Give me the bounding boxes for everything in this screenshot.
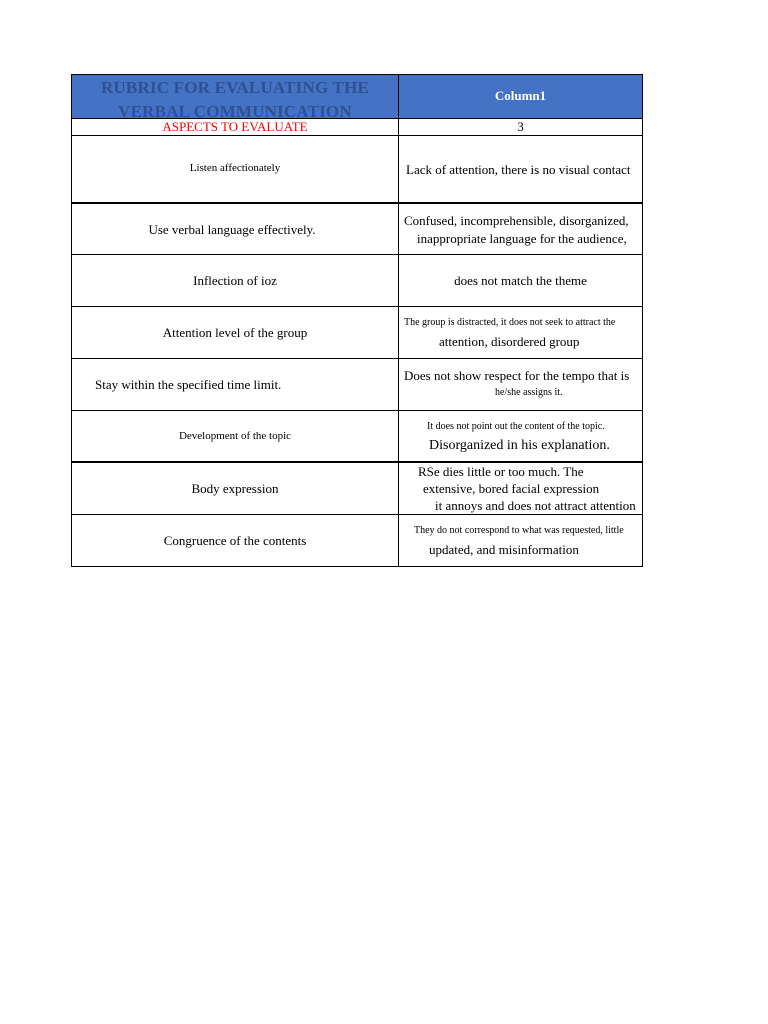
aspect-label: Attention level of the group: [162, 325, 308, 340]
aspect-label: Congruence of the contents: [163, 533, 307, 548]
column-header-cell: [399, 75, 643, 119]
description-line: updated, and misinformation: [429, 542, 579, 557]
description-line: extensive, bored facial expression: [423, 481, 600, 496]
description-cell: [399, 515, 643, 567]
description-cell: [399, 307, 643, 359]
aspect-label: Inflection of ioz: [193, 273, 277, 288]
description-line: It does not point out the content of the topic.: [427, 421, 605, 432]
aspects-header: ASPECTS TO EVALUATE: [72, 119, 399, 136]
table-row: [72, 136, 643, 203]
table-header-row: [72, 75, 643, 119]
table-row: [72, 255, 643, 307]
description-line: he/she assigns it.: [495, 387, 563, 398]
aspect-cell: [72, 411, 399, 463]
description-line: Confused, incomprehensible, disorganized,: [404, 213, 629, 228]
column-header-label: Column1: [494, 88, 547, 103]
table-row: [72, 463, 643, 515]
aspect-cell: [72, 203, 399, 255]
description-line: does not match the theme: [454, 273, 587, 288]
score-header: 3: [399, 119, 643, 136]
aspect-cell: [72, 359, 399, 411]
description-line: Disorganized in his explanation.: [429, 438, 610, 453]
aspect-cell: [72, 255, 399, 307]
table-row: [72, 359, 643, 411]
aspect-cell: [72, 515, 399, 567]
table-row: [72, 411, 643, 463]
rubric-title-cell: [72, 75, 399, 119]
aspect-label: Stay within the specified time limit.: [95, 377, 282, 392]
rubric-table: [71, 74, 643, 567]
description-cell: [399, 411, 643, 463]
description-line: The group is distracted, it does not seek to attract the: [404, 317, 616, 328]
aspect-label: Development of the topic: [178, 430, 292, 442]
description-cell: [399, 255, 643, 307]
aspect-label: Use verbal language effectively.: [148, 222, 316, 237]
aspect-label: Listen affectionately: [189, 162, 281, 174]
description-line: inappropriate language for the audience,: [417, 231, 627, 246]
description-cell: [399, 203, 643, 255]
rubric-title-line-1: RUBRIC FOR EVALUATING THE: [100, 78, 370, 97]
aspect-cell: [72, 463, 399, 515]
table-row: [72, 203, 643, 255]
description-cell: [399, 136, 643, 203]
rubric-title: [72, 76, 398, 124]
description-line: it annoys and does not attract attention: [435, 498, 636, 513]
table-row: [72, 307, 643, 359]
description-line: attention, disordered group: [439, 334, 580, 349]
aspect-cell: [72, 136, 399, 203]
description-line: Does not show respect for the tempo that is: [404, 368, 630, 383]
description-cell: [399, 359, 643, 411]
description-line: Lack of attention, there is no visual contact: [406, 162, 631, 177]
table-subheader-row: [72, 119, 643, 136]
aspect-label: Body expression: [191, 481, 279, 496]
aspect-cell: [72, 307, 399, 359]
description-line: RSe dies little or too much. The: [418, 464, 584, 479]
description-line: They do not correspond to what was requested, little: [414, 525, 624, 536]
description-cell: [399, 463, 643, 515]
table-row: [72, 515, 643, 567]
rubric-title-line-2: VERBAL COMMUNICATION: [118, 102, 352, 121]
